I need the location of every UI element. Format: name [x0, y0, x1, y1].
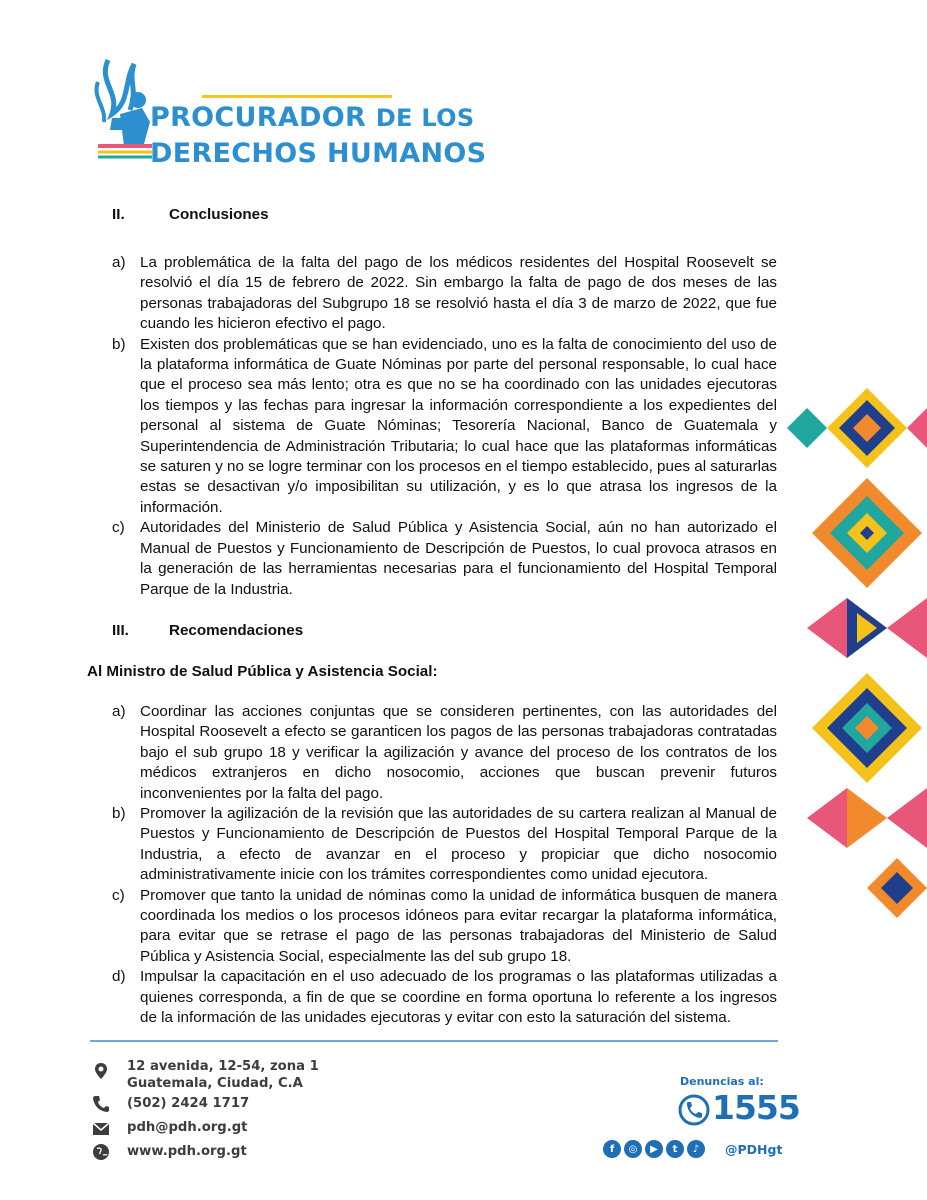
section-number: II. [112, 206, 125, 223]
section-title: Conclusiones [169, 206, 269, 223]
social-icons [603, 1140, 705, 1158]
recomendaciones-list [112, 702, 777, 1029]
hotline-phone-icon [677, 1093, 711, 1127]
location-pin-icon [92, 1062, 110, 1080]
phone-icon [92, 1095, 110, 1113]
section-heading-recomendaciones [112, 621, 303, 641]
minister-heading: Al Ministro de Salud Pública y Asistencia Social: [87, 663, 438, 680]
list-text: La problemática de la falta del pago de los médicos residentes del Hospital Roosevelt se resolvió el día 15 de febrero de 2022. Sin embargo la falta de pago de dos meses de las personas trabajadoras del Subgrupo 18 se resolvió hasta el día 3 de marzo de 2022, que fue cuando les hicieron efectivo el pago. [140, 254, 777, 333]
list-item [112, 253, 777, 335]
footer-divider [90, 1040, 778, 1042]
pattern-motif [812, 478, 922, 588]
conclusiones-list [112, 253, 777, 600]
pattern-motif [812, 673, 922, 783]
denuncias-label: Denuncias al: [680, 1075, 764, 1088]
pdh-logo [90, 52, 487, 177]
list-marker: d) [112, 968, 126, 986]
list-text: Existen dos problemáticas que se han evidenciado, uno es la falta de conocimiento del uso de la plataforma informática de Guate Nóminas por parte del personal responsable, lo cual hace que el proceso sea más lento; otra es que no se ha coordinado con las unidades ejecutoras los tiempos y las fechas para ingresar la información correspondiente a los expedientes del personal al sistema de Guate Nóminas; Tesorería Nacional, Banco de Guatemala y Superintendencia de Administración Tributaria; lo cual hace que las plataformas informáticas se saturen y no se logre terminar con los procesos en el tiempo establecido, pues al saturarlas estas se desactivan y/o imposibilitan su utilización, y es lo que atrasa los ingresos de la información. [140, 335, 777, 516]
list-item [112, 804, 777, 886]
list-text: Promover que tanto la unidad de nóminas como la unidad de informática busquen de manera coordinada los medios o los procesos idóneos para evitar recargar la plataforma informática, para evitar que se retrase el pago de las personas trabajadoras del Ministerio de Salud Pública y Asistencia Social, especialmente las del sub grupo 18. [140, 886, 777, 965]
list-marker: b) [112, 805, 126, 823]
social-handle[interactable]: @PDHgt [725, 1142, 783, 1157]
list-marker: a) [112, 254, 126, 271]
facebook-icon[interactable]: f [603, 1140, 621, 1158]
tiktok-icon[interactable]: ♪ [687, 1140, 705, 1158]
list-marker: c) [112, 886, 125, 904]
list-item [112, 335, 777, 519]
address-line-1: 12 avenida, 12-54, zona 1 [127, 1059, 319, 1074]
list-item [112, 886, 777, 968]
list-text: Promover la agilización de la revisión que las autoridades de su cartera realizan al Manual de Puestos y Funcionamiento de Descripción de Puestos del Hospital Temporal Parque de la Industria, a efecto de avanzar en el proceso y propiciar que dicho nosocomio administrativamente inicie con los trámites correspondientes como unidad ejecutora. [140, 805, 777, 884]
logo-line2: DERECHOS HUMANOS [150, 138, 487, 169]
list-marker: c) [112, 519, 125, 537]
instagram-icon[interactable]: ◎ [624, 1140, 642, 1158]
list-item [112, 702, 777, 804]
section-heading-conclusiones [112, 205, 269, 225]
list-marker: a) [112, 703, 126, 720]
logo-text [150, 100, 486, 172]
list-item [112, 967, 777, 1028]
pattern-motif [867, 858, 927, 918]
website-url[interactable]: www.pdh.org.gt [127, 1144, 247, 1159]
youtube-icon[interactable]: ▶ [645, 1140, 663, 1158]
phone-number: (502) 2424 1717 [127, 1096, 250, 1111]
pattern-motif [807, 598, 927, 658]
globe-icon [92, 1143, 110, 1161]
logo-accent-bar [202, 95, 392, 98]
logo-line1-small: DE LOS [375, 104, 475, 132]
address-line-2: Guatemala, Ciudad, C.A [127, 1076, 303, 1091]
decorative-textile-pattern [787, 388, 927, 928]
list-text: Autoridades del Ministerio de Salud Pública y Asistencia Social, aún no han autorizado el Manual de Puestos y Funcionamiento de Descripción de Puestos, lo cual provoca atrasos en la generación de las herramientas necesarias para el funcionamiento del Hospital Temporal Parque de la Industria. [140, 519, 777, 598]
list-item [112, 518, 777, 600]
section-number: III. [112, 622, 129, 639]
twitter-icon[interactable]: t [666, 1140, 684, 1158]
logo-line1-main: PROCURADOR [150, 102, 367, 133]
list-marker: b) [112, 335, 126, 353]
hotline-number[interactable]: 1555 [712, 1088, 800, 1127]
section-title: Recomendaciones [169, 622, 304, 639]
pattern-motif [807, 788, 927, 848]
email-icon [92, 1120, 110, 1138]
pattern-motif [787, 388, 927, 468]
list-text: Coordinar las acciones conjuntas que se consideren pertinentes, con las autoridades del Hospital Roosevelt a efecto se garanticen los pagos de las personas trabajadoras contratadas bajo el sub grupo 18 y verificar la agilización y avance del proceso de los contratos de los médicos extranjeros en dicho nosocomio, acciones que buscan prevenir futuros inconvenientes por la falta del pago. [140, 703, 777, 802]
email-address[interactable]: pdh@pdh.org.gt [127, 1120, 248, 1135]
list-text: Impulsar la capacitación en el uso adecuado de los programas o las plataformas utilizadas a quienes corresponda, a fin de que se coordine en forma oportuna lo referente a los ingresos de la información de las unidades ejecutoras y evitar con esto la saturación del sistema. [140, 968, 777, 1027]
